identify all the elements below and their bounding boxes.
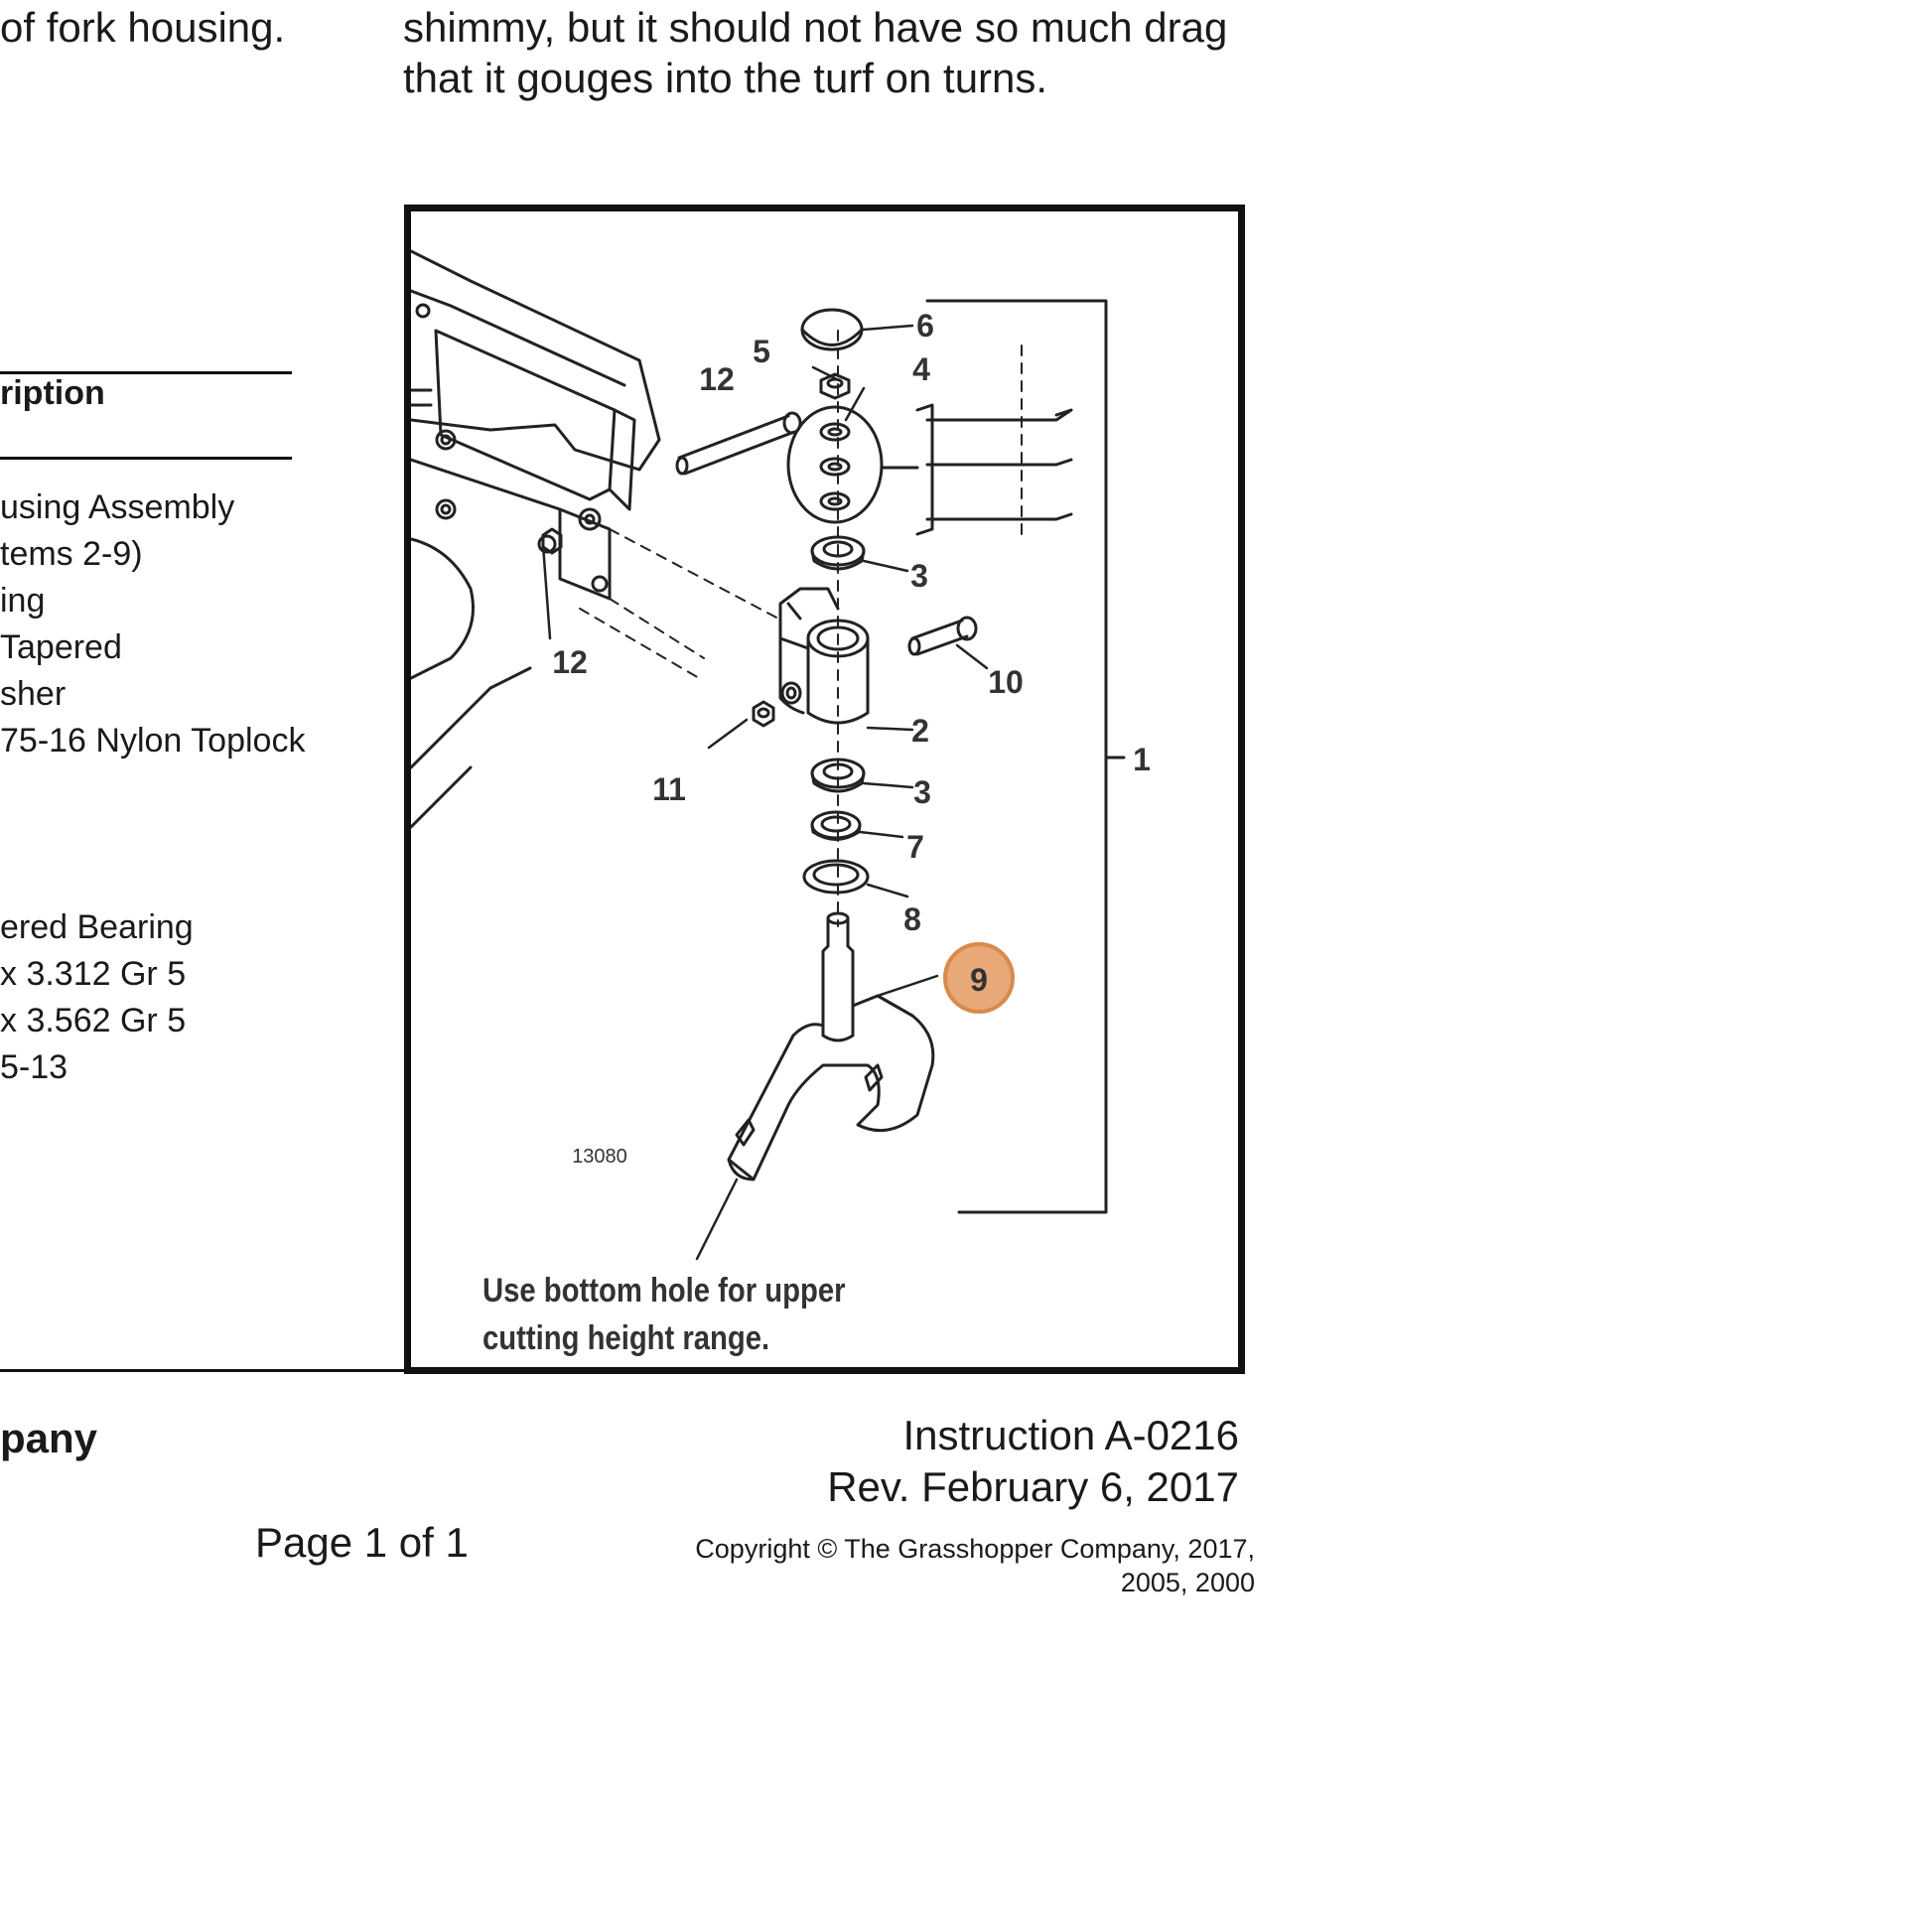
callout-number: 3 <box>910 558 928 594</box>
callout-number: 1 <box>1133 742 1151 777</box>
deck-frame-drawing <box>411 251 659 827</box>
callout-number: 10 <box>988 664 1024 700</box>
list-item: x 3.562 Gr 5 <box>0 1002 187 1039</box>
callout-number: 6 <box>916 308 934 344</box>
footer-revision-date: Rev. February 6, 2017 <box>827 1463 1239 1510</box>
callout-number: 9 <box>970 962 988 998</box>
list-item: tems 2-9) <box>0 535 143 573</box>
figure-caption-line-2: cutting height range. <box>483 1319 770 1357</box>
body-text-right-line-2: that it gouges into the turf on turns. <box>403 55 1048 101</box>
callout-number: 11 <box>652 771 686 807</box>
callout-number: 5 <box>753 334 770 369</box>
body-text-left-fragment: of fork housing. <box>0 4 286 51</box>
callout-number: 2 <box>911 713 929 749</box>
table-header-rule <box>0 457 292 460</box>
table-bottom-rule <box>0 1369 409 1372</box>
figure-caption-line-1: Use bottom hole for upper <box>483 1272 846 1310</box>
list-item: ered Bearing <box>0 908 194 946</box>
footer-instruction-number: Instruction A-0216 <box>902 1412 1239 1458</box>
list-item: x 3.312 Gr 5 <box>0 955 187 993</box>
list-item: ing <box>0 582 46 620</box>
callout-number: 12 <box>552 644 588 680</box>
drawing-number: 13080 <box>572 1146 627 1168</box>
list-item: using Assembly <box>0 488 235 526</box>
table-header-description: ription <box>0 374 105 412</box>
footer-copyright-line-2: 2005, 2000 <box>1120 1568 1255 1597</box>
list-item: Tapered <box>0 628 122 666</box>
callout-number: 8 <box>903 901 921 937</box>
callout-number: 7 <box>906 829 924 865</box>
caster-fork-exploded-diagram <box>411 211 1238 1367</box>
exploded-view-figure <box>404 205 1245 1374</box>
footer-company-name: pany <box>0 1415 98 1461</box>
list-item: sher <box>0 675 67 713</box>
callout-number: 4 <box>912 351 930 387</box>
callout-number: 3 <box>913 774 931 810</box>
footer-copyright-line-1: Copyright © The Grasshopper Company, 2017, <box>695 1534 1255 1564</box>
list-item: 75-16 Nylon Toplock <box>0 722 306 759</box>
body-text-right-line-1: shimmy, but it should not have so much drag <box>403 4 1228 51</box>
callout-number: 12 <box>699 361 735 397</box>
list-item: 5-13 <box>0 1048 69 1086</box>
footer-page-number: Page 1 of 1 <box>255 1519 469 1566</box>
